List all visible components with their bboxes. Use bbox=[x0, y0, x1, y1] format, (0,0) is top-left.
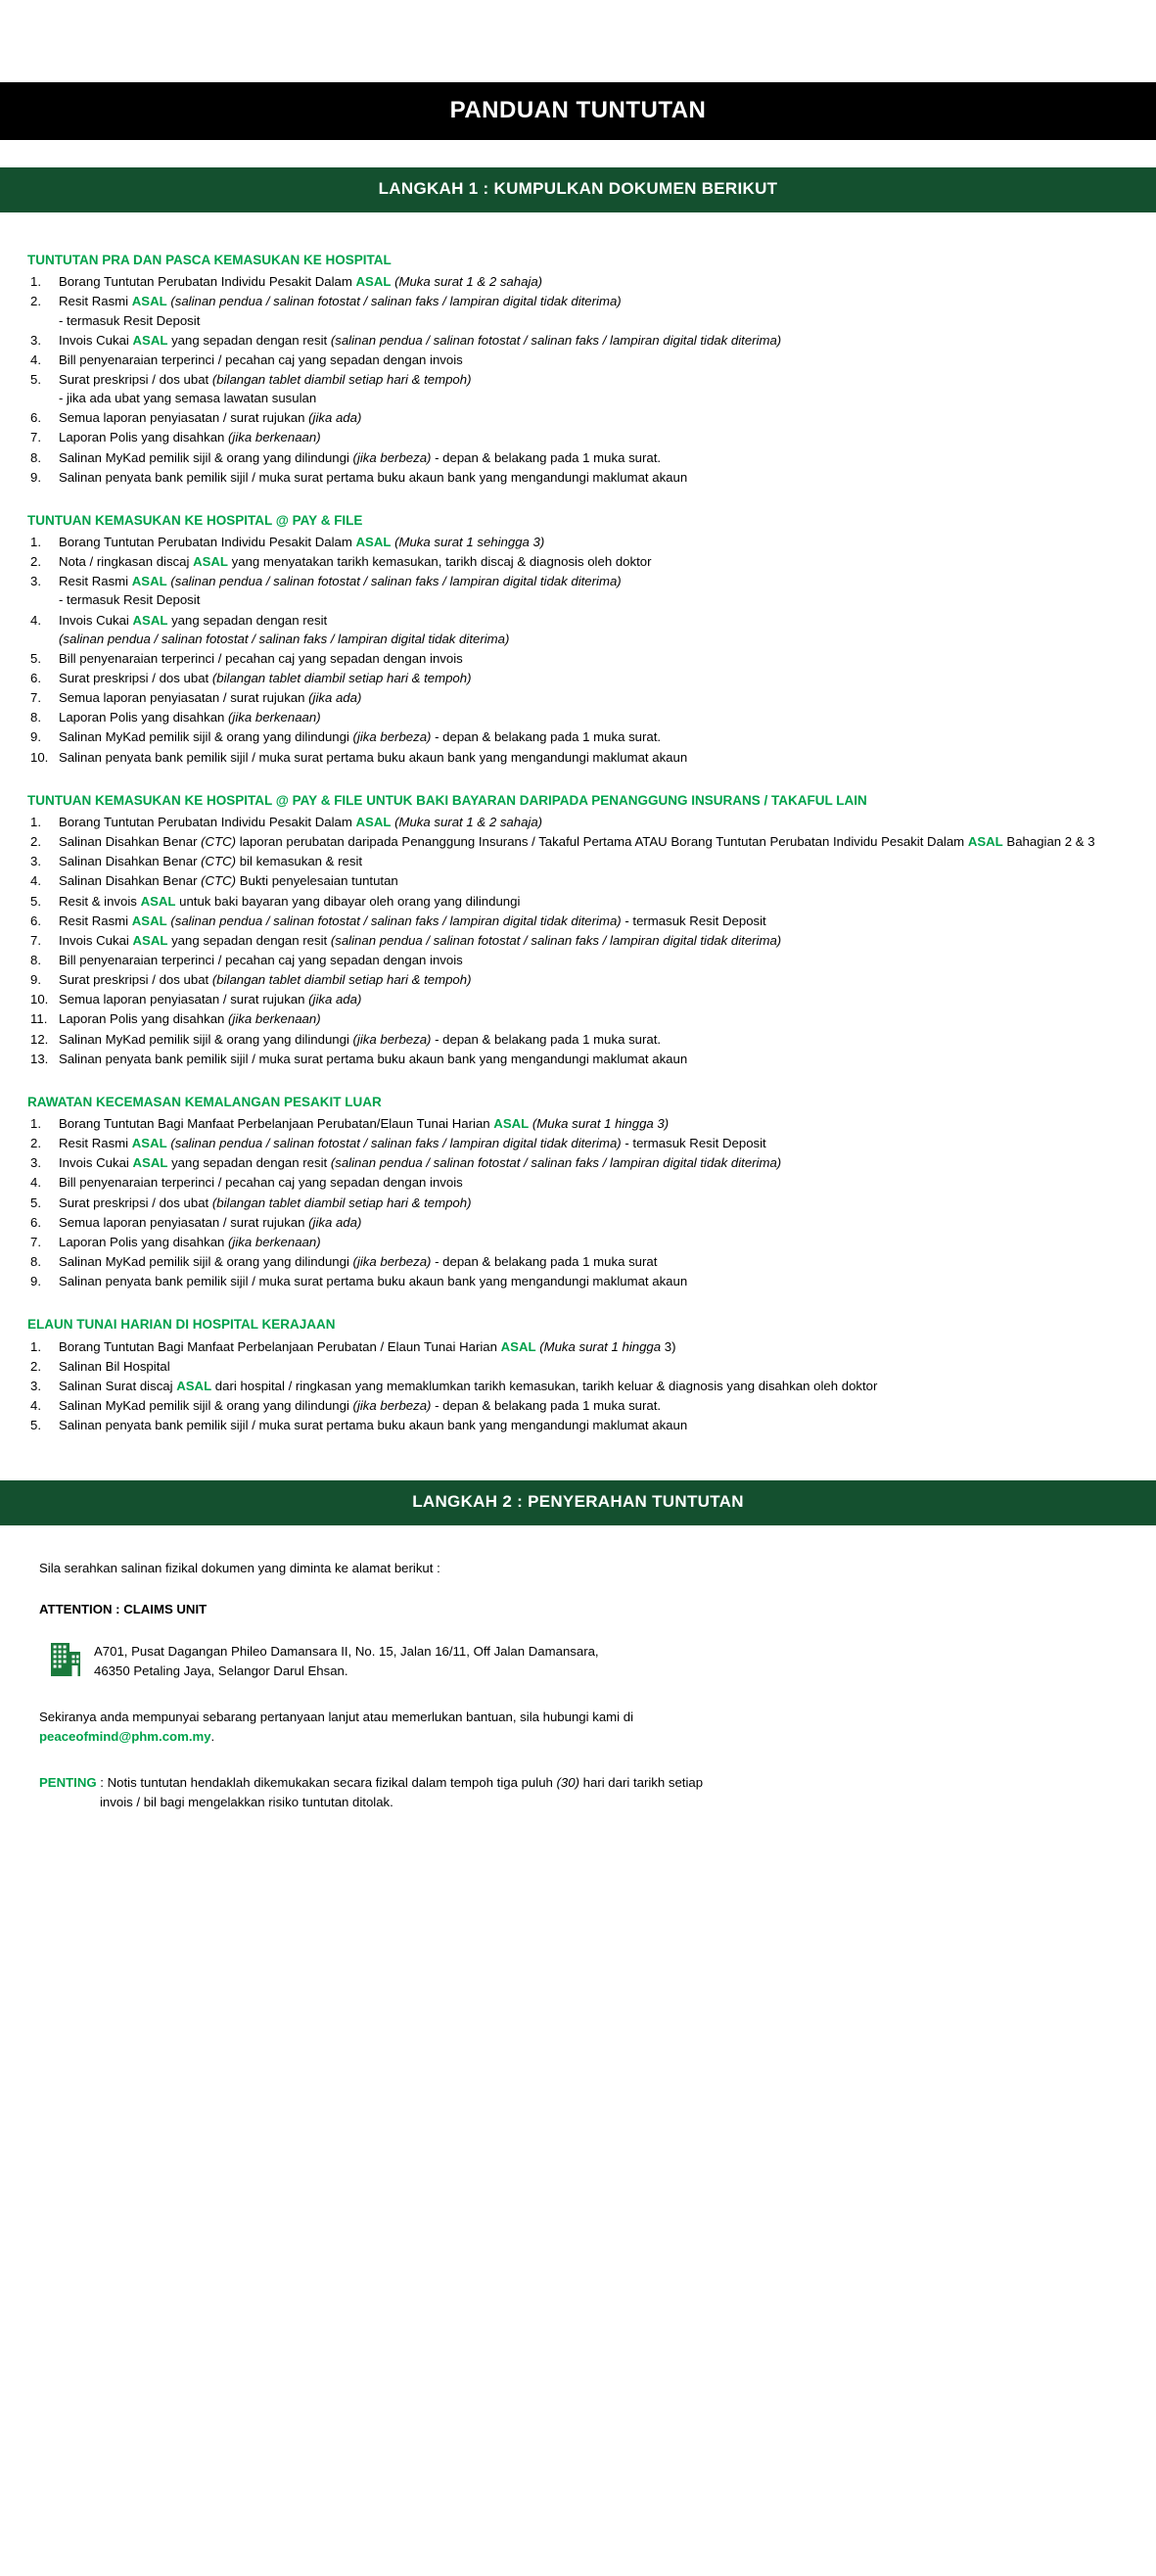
contact-paragraph bbox=[39, 1708, 1129, 1748]
text-run: Salinan Disahkan Benar bbox=[59, 873, 202, 889]
list-item bbox=[27, 748, 1129, 767]
list-item bbox=[27, 1114, 1129, 1133]
list-item-number: 5. bbox=[30, 893, 41, 909]
list-item-number: 1. bbox=[30, 274, 41, 290]
building-icon bbox=[51, 1643, 80, 1681]
text-run: Salinan penyata bank pemilik sijil / muka surat pertama buku akaun bank yang mengandungi maklumat akaun bbox=[59, 1051, 688, 1066]
text-run: (salinan pendua / salinan fotostat / salinan faks / lampiran digital tidak diterima) bbox=[170, 913, 622, 928]
text-run: Salinan MyKad pemilik sijil & orang yang dilindungi bbox=[59, 1254, 353, 1269]
list-item-number: 3. bbox=[30, 854, 41, 869]
list-item-number: 6. bbox=[30, 410, 41, 426]
list-item bbox=[27, 813, 1129, 831]
list-item bbox=[27, 990, 1129, 1008]
document-section bbox=[27, 1316, 1129, 1434]
text-run: ASAL bbox=[132, 1155, 168, 1171]
list-item bbox=[27, 832, 1129, 851]
list-item-text bbox=[59, 972, 472, 987]
list-item-number: 4. bbox=[30, 351, 41, 367]
address-text bbox=[94, 1642, 599, 1682]
list-item-text bbox=[59, 933, 781, 948]
text-run: Salinan MyKad pemilik sijil & orang yang dilindungi bbox=[59, 1397, 353, 1413]
list-item-number: 9. bbox=[30, 972, 41, 988]
list-item bbox=[27, 912, 1129, 930]
text-run: Bill penyenaraian terperinci / pecahan caj yang sepadan dengan invois bbox=[59, 1175, 463, 1191]
section-heading: ELAUN TUNAI HARIAN DI HOSPITAL KERAJAAN bbox=[27, 1317, 336, 1333]
list-item-text bbox=[59, 1116, 669, 1131]
list-item-number: 8. bbox=[30, 710, 41, 726]
text-run: (bilangan tablet diambil setiap hari & tempoh) bbox=[211, 671, 472, 686]
attention-line: ATTENTION : CLAIMS UNIT bbox=[39, 1601, 208, 1616]
text-run: (jika berbeza) bbox=[352, 1397, 432, 1413]
list-item bbox=[27, 1134, 1129, 1152]
list-item bbox=[27, 272, 1129, 291]
address-row bbox=[39, 1642, 1129, 1682]
text-run: (Muka surat 1 & 2 sahaja) bbox=[394, 274, 543, 290]
list-item-number: 6. bbox=[30, 671, 41, 686]
list-item-number: 9. bbox=[30, 1274, 41, 1289]
text-run: Bahagian 2 & 3 bbox=[1002, 834, 1095, 850]
text-run: Salinan penyata bank pemilik sijil / muka surat pertama buku akaun bank yang mengandungi maklumat akaun bbox=[59, 1418, 688, 1433]
text-run: Borang Tuntutan Perubatan Individu Pesakit Dalam bbox=[59, 274, 356, 290]
top-spacer bbox=[0, 0, 1156, 82]
list-item-text bbox=[59, 372, 472, 387]
list-item bbox=[27, 1009, 1129, 1028]
text-run: (jika berkenaan) bbox=[228, 1234, 321, 1249]
list-item-text bbox=[59, 1379, 877, 1393]
document-section bbox=[27, 1094, 1129, 1290]
page-title: PANDUAN TUNTUTAN bbox=[0, 82, 1156, 140]
list-item bbox=[27, 688, 1129, 707]
contact-suffix: . bbox=[210, 1729, 215, 1745]
list-item-number: 3. bbox=[30, 1378, 41, 1393]
list-item-number: 7. bbox=[30, 1234, 41, 1249]
text-run: (jika berkenaan) bbox=[228, 1011, 321, 1027]
list-item bbox=[27, 1030, 1129, 1049]
list-item bbox=[27, 892, 1129, 911]
list-item-text bbox=[59, 410, 361, 425]
text-run: Invois Cukai bbox=[59, 932, 133, 948]
text-run: (jika ada) bbox=[308, 1214, 362, 1230]
text-run: Salinan Surat discaj bbox=[59, 1378, 177, 1393]
text-run: (jika berbeza) bbox=[352, 729, 432, 745]
text-run: yang sepadan dengan resit bbox=[167, 1155, 331, 1171]
text-run: (CTC) bbox=[201, 834, 237, 850]
list-item-number: 4. bbox=[30, 612, 41, 628]
list-item-text bbox=[59, 1155, 781, 1170]
text-run: (Muka surat 1 & 2 sahaja) bbox=[394, 814, 543, 829]
text-run: 3) bbox=[661, 1338, 676, 1354]
list-item-number: 4. bbox=[30, 1175, 41, 1191]
list-item-number: 6. bbox=[30, 913, 41, 928]
address-line-1: A701, Pusat Dagangan Phileo Damansara II, No. 15, Jalan 16/11, Off Jalan Damansara, bbox=[94, 1643, 599, 1659]
submission-intro: Sila serahkan salinan fizikal dokumen yang diminta ke alamat berikut : bbox=[39, 1560, 440, 1575]
list-item bbox=[27, 1153, 1129, 1172]
list-item-number: 8. bbox=[30, 952, 41, 967]
list-item-number: 10. bbox=[30, 749, 49, 765]
list-item-text bbox=[59, 834, 1095, 849]
list-item-text bbox=[59, 1011, 321, 1026]
section-heading: TUNTUAN KEMASUKAN KE HOSPITAL @ PAY & FILE bbox=[27, 512, 363, 528]
list-item bbox=[27, 448, 1129, 467]
text-run: (jika berbeza) bbox=[352, 449, 432, 465]
text-run: Salinan MyKad pemilik sijil & orang yang dilindungi bbox=[59, 729, 353, 745]
list-item-text bbox=[59, 1175, 463, 1190]
list-item-number: 2. bbox=[30, 1358, 41, 1374]
document-list bbox=[27, 533, 1129, 767]
document-list bbox=[27, 813, 1129, 1068]
list-item-text bbox=[59, 1339, 675, 1354]
text-run: (bilangan tablet diambil setiap hari & tempoh) bbox=[211, 1194, 472, 1210]
text-run: ASAL bbox=[967, 834, 1003, 850]
list-item-number: 5. bbox=[30, 650, 41, 666]
list-item-subline: - termasuk Resit Deposit bbox=[59, 592, 201, 608]
list-item-text bbox=[59, 352, 463, 367]
list-item bbox=[27, 468, 1129, 487]
text-run: bil kemasukan & resit bbox=[236, 854, 363, 869]
list-item-text bbox=[59, 873, 398, 888]
important-text-c: hari dari tarikh setiap bbox=[578, 1774, 704, 1790]
text-run: ASAL bbox=[355, 814, 392, 829]
text-run: ASAL bbox=[131, 1136, 167, 1151]
list-item-text bbox=[59, 613, 327, 628]
text-run: Salinan penyata bank pemilik sijil / muka surat pertama buku akaun bank yang mengandungi maklumat akaun bbox=[59, 469, 688, 485]
list-item bbox=[27, 970, 1129, 989]
list-item-number: 10. bbox=[30, 992, 49, 1007]
text-run: (jika berbeza) bbox=[352, 1254, 432, 1269]
list-item-number: 4. bbox=[30, 1397, 41, 1413]
text-run: - depan & belakang pada 1 muka surat. bbox=[431, 449, 662, 465]
list-item-number: 5. bbox=[30, 1418, 41, 1433]
list-item-subline: (salinan pendua / salinan fotostat / salinan faks / lampiran digital tidak diterima) bbox=[59, 631, 510, 646]
text-run: (jika berkenaan) bbox=[228, 710, 321, 726]
list-item-text bbox=[59, 750, 687, 765]
document-sections bbox=[0, 252, 1156, 1434]
title-gap bbox=[0, 140, 1156, 167]
text-run: Laporan Polis yang disahkan bbox=[59, 1011, 229, 1027]
section-heading: RAWATAN KECEMASAN KEMALANGAN PESAKIT LUAR bbox=[27, 1094, 382, 1109]
list-item-text bbox=[59, 450, 661, 465]
text-run: Laporan Polis yang disahkan bbox=[59, 430, 229, 445]
list-item-number: 13. bbox=[30, 1051, 49, 1066]
address-line-2: 46350 Petaling Jaya, Selangor Darul Ehsan. bbox=[94, 1663, 348, 1679]
document-list bbox=[27, 1337, 1129, 1435]
text-run: yang sepadan dengan resit bbox=[167, 612, 328, 628]
text-run: (salinan pendua / salinan fotostat / salinan faks / lampiran digital tidak diterima) bbox=[170, 574, 622, 589]
text-run: Semua laporan penyiasatan / surat rujukan bbox=[59, 1214, 309, 1230]
list-item-text bbox=[59, 1359, 170, 1374]
text-run: ASAL bbox=[355, 535, 392, 550]
text-run: Surat preskripsi / dos ubat bbox=[59, 1194, 212, 1210]
text-run: Laporan Polis yang disahkan bbox=[59, 1234, 229, 1249]
text-run: Bill penyenaraian terperinci / pecahan caj yang sepadan dengan invois bbox=[59, 952, 463, 967]
text-run: yang menyatakan tarikh kemasukan, tarikh discaj & diagnosis oleh doktor bbox=[227, 554, 652, 570]
list-item-text bbox=[59, 1254, 657, 1269]
list-item bbox=[27, 611, 1129, 648]
text-run: Resit Rasmi bbox=[59, 913, 132, 928]
list-item bbox=[27, 1337, 1129, 1356]
text-run: (jika berkenaan) bbox=[228, 430, 321, 445]
list-item-number: 12. bbox=[30, 1031, 49, 1047]
list-item-text bbox=[59, 1136, 766, 1150]
list-item-text bbox=[59, 1274, 687, 1288]
step1-gap bbox=[0, 212, 1156, 252]
document-section bbox=[27, 252, 1129, 487]
text-run: ASAL bbox=[355, 274, 392, 290]
email-link[interactable]: peaceofmind@phm.com.my bbox=[39, 1729, 211, 1745]
list-item-number: 1. bbox=[30, 1338, 41, 1354]
important-note bbox=[39, 1773, 1129, 1813]
text-run: (salinan pendua / salinan fotostat / salinan faks / lampiran digital tidak diterima) bbox=[330, 932, 782, 948]
text-run: (bilangan tablet diambil setiap hari & tempoh) bbox=[211, 372, 472, 387]
section-heading: TUNTUAN KEMASUKAN KE HOSPITAL @ PAY & FILE UNTUK BAKI BAYARAN DARIPADA PENANGGUNG INSURANS / TAKAFUL LAIN bbox=[27, 792, 867, 808]
text-run: Salinan Disahkan Benar bbox=[59, 854, 202, 869]
list-item bbox=[27, 408, 1129, 427]
text-run: Salinan MyKad pemilik sijil & orang yang dilindungi bbox=[59, 1031, 353, 1047]
text-run: ASAL bbox=[140, 893, 176, 909]
text-run: Surat preskripsi / dos ubat bbox=[59, 671, 212, 686]
text-run: untuk baki bayaran yang dibayar oleh orang yang dilindungi bbox=[175, 893, 521, 909]
list-item bbox=[27, 1377, 1129, 1395]
text-run: Surat preskripsi / dos ubat bbox=[59, 972, 212, 988]
list-item bbox=[27, 649, 1129, 668]
list-item-text bbox=[59, 1398, 661, 1413]
text-run: Salinan penyata bank pemilik sijil / muka surat pertama buku akaun bank yang mengandungi maklumat akaun bbox=[59, 1274, 688, 1289]
text-run: (Muka surat 1 hingga 3) bbox=[532, 1116, 670, 1132]
text-run: Surat preskripsi / dos ubat bbox=[59, 372, 212, 387]
list-item bbox=[27, 708, 1129, 726]
important-label: PENTING bbox=[39, 1774, 97, 1790]
text-run: (Muka surat 1 sehingga 3) bbox=[394, 535, 545, 550]
text-run: Salinan Bil Hospital bbox=[59, 1358, 170, 1374]
list-item bbox=[27, 1173, 1129, 1192]
text-run: - depan & belakang pada 1 muka surat. bbox=[431, 729, 662, 745]
list-item bbox=[27, 572, 1129, 609]
text-run: (CTC) bbox=[201, 854, 237, 869]
text-run: yang sepadan dengan resit bbox=[167, 332, 331, 348]
text-run: Borang Tuntutan Bagi Manfaat Perbelanjaan Perubatan / Elaun Tunai Harian bbox=[59, 1338, 501, 1354]
text-run: ASAL bbox=[500, 1338, 536, 1354]
list-item-text bbox=[59, 1418, 687, 1432]
list-item-text bbox=[59, 294, 622, 308]
document-section bbox=[27, 512, 1129, 767]
list-item-number: 1. bbox=[30, 814, 41, 829]
list-item-text bbox=[59, 651, 463, 666]
list-item bbox=[27, 951, 1129, 969]
list-item bbox=[27, 370, 1129, 407]
list-item-number: 9. bbox=[30, 729, 41, 745]
step2-banner: LANGKAH 2 : PENYERAHAN TUNTUTAN bbox=[0, 1480, 1156, 1525]
list-item-text bbox=[59, 671, 472, 685]
text-run: Bill penyenaraian terperinci / pecahan caj yang sepadan dengan invois bbox=[59, 351, 463, 367]
text-run: Bukti penyelesaian tuntutan bbox=[236, 873, 398, 889]
list-item-number: 6. bbox=[30, 1214, 41, 1230]
list-item-number: 2. bbox=[30, 834, 41, 850]
list-item-text bbox=[59, 1215, 361, 1230]
list-item bbox=[27, 852, 1129, 870]
list-item-text bbox=[59, 710, 321, 725]
list-item-text bbox=[59, 854, 362, 868]
text-run: (jika ada) bbox=[308, 992, 362, 1007]
text-run: ASAL bbox=[132, 612, 168, 628]
list-item bbox=[27, 552, 1129, 571]
text-run: (salinan pendua / salinan fotostat / salinan faks / lampiran digital tidak diterima) bbox=[170, 1136, 622, 1151]
list-item bbox=[27, 871, 1129, 890]
list-item bbox=[27, 1233, 1129, 1251]
text-run: (salinan pendua / salinan fotostat / salinan faks / lampiran digital tidak diterima) bbox=[330, 1155, 782, 1171]
list-item-text bbox=[59, 1195, 472, 1210]
list-item-subline: - termasuk Resit Deposit bbox=[59, 312, 201, 328]
text-run: ASAL bbox=[131, 574, 167, 589]
text-run: (salinan pendua / salinan fotostat / salinan faks / lampiran digital tidak diterima) bbox=[170, 294, 622, 309]
text-run: (bilangan tablet diambil setiap hari & tempoh) bbox=[211, 972, 472, 988]
text-run: dari hospital / ringkasan yang memaklumkan tarikh kemasukan, tarikh keluar & diagnosis yang disahkan oleh doktor bbox=[211, 1378, 878, 1393]
text-run: Invois Cukai bbox=[59, 612, 133, 628]
list-item-number: 8. bbox=[30, 1254, 41, 1269]
text-run: - depan & belakang pada 1 muka surat. bbox=[431, 1397, 662, 1413]
list-item-text bbox=[59, 729, 661, 744]
list-item-text bbox=[59, 690, 361, 705]
list-item bbox=[27, 428, 1129, 446]
important-text-d: invois / bil bagi mengelakkan risiko tuntutan ditolak. bbox=[100, 1794, 393, 1809]
list-item-number: 7. bbox=[30, 932, 41, 948]
text-run: (jika ada) bbox=[308, 410, 362, 426]
list-item-number: 2. bbox=[30, 294, 41, 309]
list-item-number: 8. bbox=[30, 449, 41, 465]
text-run: ASAL bbox=[193, 554, 228, 570]
document-list bbox=[27, 1114, 1129, 1290]
text-run: ASAL bbox=[493, 1116, 530, 1132]
list-item bbox=[27, 1252, 1129, 1271]
list-item-text bbox=[59, 815, 542, 829]
text-run: Resit Rasmi bbox=[59, 1136, 132, 1151]
list-item bbox=[27, 1357, 1129, 1376]
list-item-text bbox=[59, 333, 781, 348]
list-item-number: 5. bbox=[30, 1194, 41, 1210]
list-item-number: 7. bbox=[30, 430, 41, 445]
list-item-number: 7. bbox=[30, 690, 41, 706]
list-item-number: 2. bbox=[30, 1136, 41, 1151]
list-item-number: 1. bbox=[30, 1116, 41, 1132]
text-run: ASAL bbox=[132, 932, 168, 948]
important-sep: : bbox=[96, 1774, 108, 1790]
text-run: yang sepadan dengan resit bbox=[167, 932, 331, 948]
text-run: Resit Rasmi bbox=[59, 574, 132, 589]
text-run: Borang Tuntutan Perubatan Individu Pesakit Dalam bbox=[59, 814, 356, 829]
text-run: Invois Cukai bbox=[59, 1155, 133, 1171]
list-item-number: 11. bbox=[30, 1011, 48, 1027]
list-item-text bbox=[59, 1235, 321, 1249]
text-run: - depan & belakang pada 1 muka surat. bbox=[431, 1031, 662, 1047]
list-item-text bbox=[59, 953, 463, 967]
bottom-spacer bbox=[0, 1812, 1156, 1881]
list-item-text bbox=[59, 470, 687, 485]
list-item bbox=[27, 351, 1129, 369]
list-item-text bbox=[59, 554, 651, 569]
text-run: - termasuk Resit Deposit bbox=[621, 913, 766, 928]
list-item bbox=[27, 1272, 1129, 1290]
list-item-text bbox=[59, 574, 622, 588]
step1-banner: LANGKAH 1 : KUMPULKAN DOKUMEN BERIKUT bbox=[0, 167, 1156, 212]
text-run: Bill penyenaraian terperinci / pecahan caj yang sepadan dengan invois bbox=[59, 650, 463, 666]
text-run: Resit & invois bbox=[59, 893, 141, 909]
list-item-text bbox=[59, 1052, 687, 1066]
text-run: (jika ada) bbox=[308, 690, 362, 706]
submission-block bbox=[0, 1525, 1156, 1813]
text-run: Salinan MyKad pemilik sijil & orang yang dilindungi bbox=[59, 449, 353, 465]
document-section bbox=[27, 792, 1129, 1068]
list-item bbox=[27, 292, 1129, 329]
text-run: ASAL bbox=[176, 1378, 212, 1393]
text-run: (salinan pendua / salinan fotostat / salinan faks / lampiran digital tidak diterima) bbox=[330, 332, 782, 348]
text-run: Salinan penyata bank pemilik sijil / muka surat pertama buku akaun bank yang mengandungi maklumat akaun bbox=[59, 749, 688, 765]
important-text-b: (30) bbox=[556, 1774, 579, 1790]
text-run: laporan perubatan daripada Penanggung Insurans / Takaful Pertama ATAU Borang Tuntutan Perubatan Individu Pesakit Dalam bbox=[236, 834, 968, 850]
text-run: - depan & belakang pada 1 muka surat bbox=[431, 1254, 658, 1269]
list-item-number: 3. bbox=[30, 574, 41, 589]
text-run: Semua laporan penyiasatan / surat rujukan bbox=[59, 992, 309, 1007]
text-run: Nota / ringkasan discaj bbox=[59, 554, 194, 570]
list-item-text bbox=[59, 535, 544, 549]
text-run: Borang Tuntutan Bagi Manfaat Perbelanjaan Perubatan/Elaun Tunai Harian bbox=[59, 1116, 494, 1132]
list-item-text bbox=[59, 992, 361, 1007]
text-run: Borang Tuntutan Perubatan Individu Pesakit Dalam bbox=[59, 535, 356, 550]
text-run: (CTC) bbox=[201, 873, 237, 889]
list-item-text bbox=[59, 1032, 661, 1047]
document-list bbox=[27, 272, 1129, 487]
list-item bbox=[27, 331, 1129, 350]
text-run: Semua laporan penyiasatan / surat rujukan bbox=[59, 410, 309, 426]
list-item bbox=[27, 1213, 1129, 1232]
list-item-number: 9. bbox=[30, 469, 41, 485]
list-item-text bbox=[59, 430, 321, 445]
list-item-subline: - jika ada ubat yang semasa lawatan susulan bbox=[59, 391, 317, 406]
list-item bbox=[27, 533, 1129, 551]
list-item-number: 5. bbox=[30, 372, 41, 387]
list-item-number: 3. bbox=[30, 1155, 41, 1171]
text-run: Laporan Polis yang disahkan bbox=[59, 710, 229, 726]
list-item-text bbox=[59, 913, 766, 928]
text-run: (jika berbeza) bbox=[352, 1031, 432, 1047]
text-run: ASAL bbox=[131, 294, 167, 309]
text-run: (Muka surat 1 hingga bbox=[539, 1338, 662, 1354]
text-run: ASAL bbox=[131, 913, 167, 928]
list-item-text bbox=[59, 274, 542, 289]
step2-gap bbox=[0, 1435, 1156, 1480]
section-heading: TUNTUTAN PRA DAN PASCA KEMASUKAN KE HOSPITAL bbox=[27, 253, 392, 268]
list-item-number: 4. bbox=[30, 873, 41, 889]
list-item bbox=[27, 931, 1129, 950]
list-item bbox=[27, 1416, 1129, 1434]
list-item-number: 1. bbox=[30, 535, 41, 550]
list-item bbox=[27, 1396, 1129, 1415]
important-text-a: Notis tuntutan hendaklah dikemukakan secara fizikal dalam tempoh tiga puluh bbox=[107, 1774, 557, 1790]
list-item bbox=[27, 669, 1129, 687]
text-run: Semua laporan penyiasatan / surat rujukan bbox=[59, 690, 309, 706]
text-run: Salinan Disahkan Benar bbox=[59, 834, 202, 850]
list-item-text bbox=[59, 894, 520, 909]
list-item-number: 3. bbox=[30, 332, 41, 348]
text-run: Resit Rasmi bbox=[59, 294, 132, 309]
text-run: - termasuk Resit Deposit bbox=[621, 1136, 766, 1151]
list-item bbox=[27, 1050, 1129, 1068]
list-item-number: 2. bbox=[30, 554, 41, 570]
text-run: Invois Cukai bbox=[59, 332, 133, 348]
list-item bbox=[27, 727, 1129, 746]
text-run: ASAL bbox=[132, 332, 168, 348]
contact-prefix: Sekiranya anda mempunyai sebarang pertanyaan lanjut atau memerlukan bantuan, sila hubungi kami di bbox=[39, 1709, 634, 1724]
list-item bbox=[27, 1194, 1129, 1212]
